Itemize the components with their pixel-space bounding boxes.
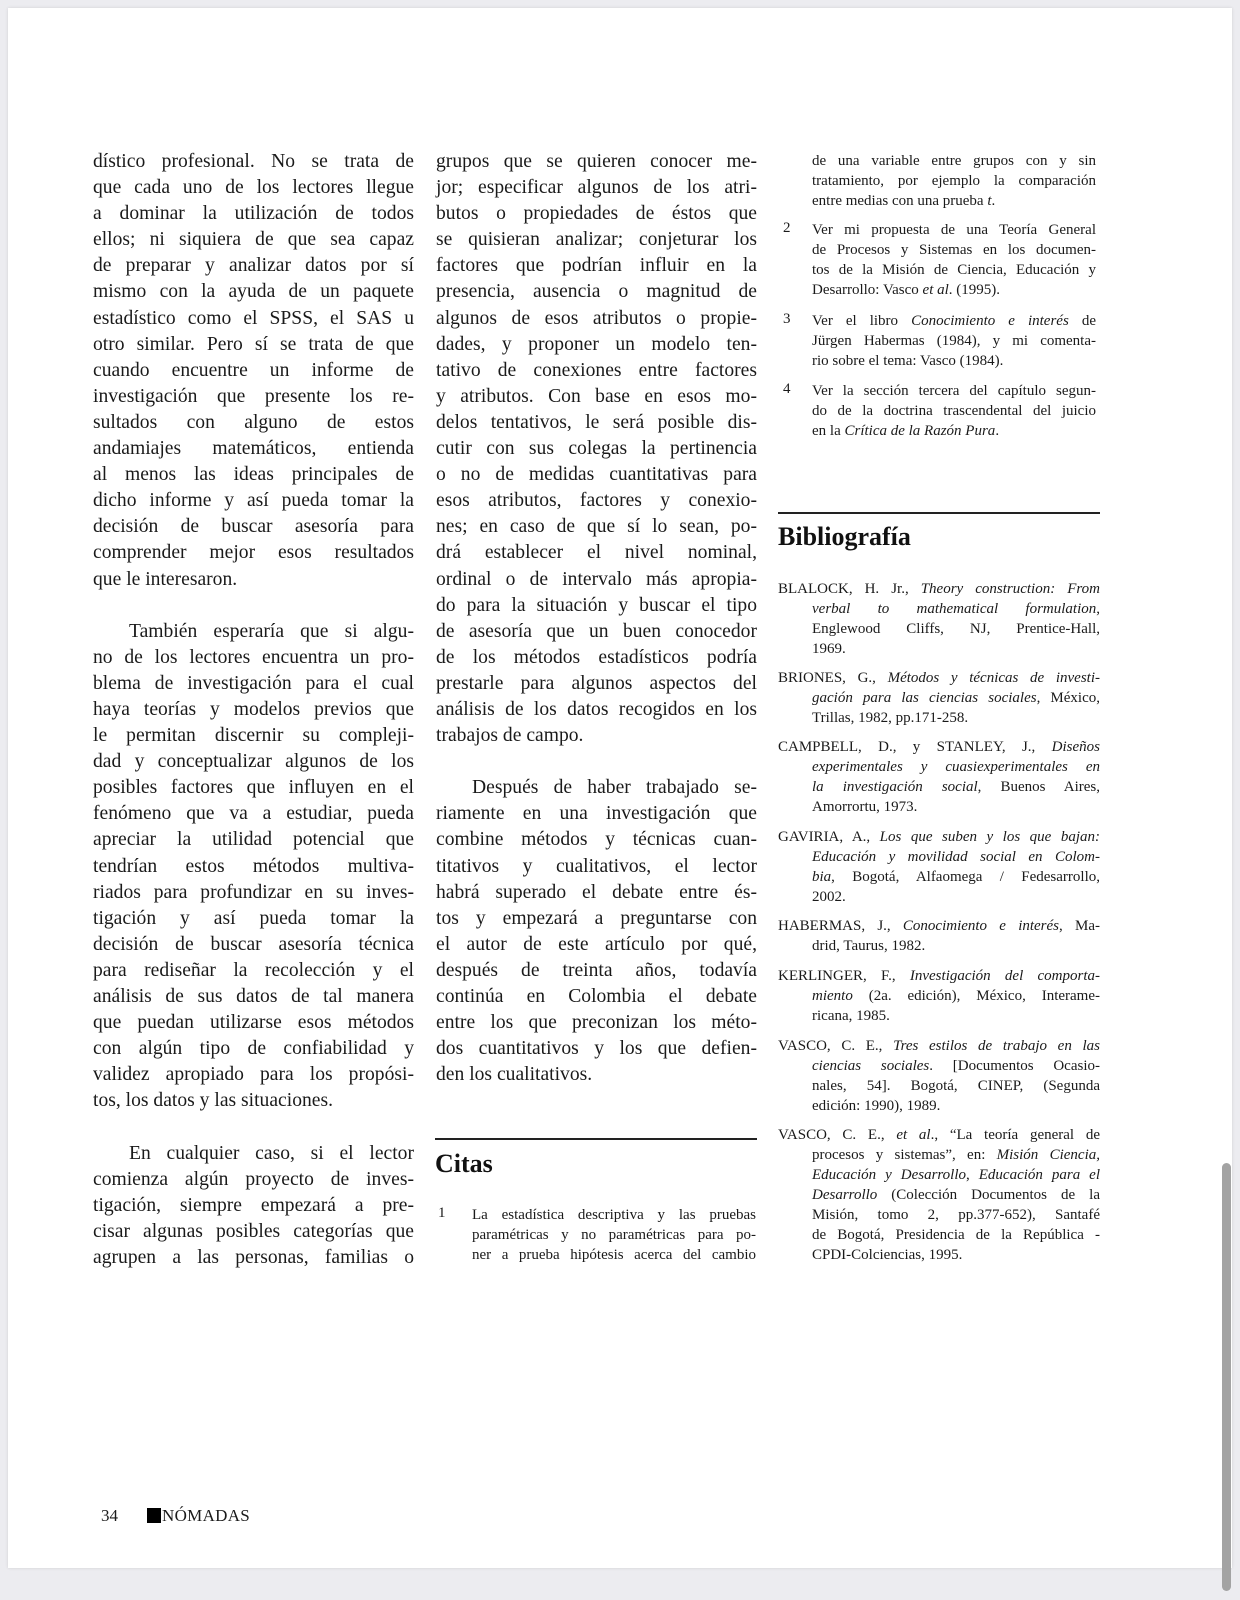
footnote-text xyxy=(472,1205,756,1265)
text-line: análisis de sus datos de tal manera xyxy=(93,986,414,1007)
footnote-line: de una variable entre grupos con y sin xyxy=(812,153,1096,169)
text-line: prestarle para algunos aspectos del xyxy=(436,672,757,694)
text-line: apreciar la utilidad potencial que xyxy=(93,829,414,851)
bib-line: BRIONES, G., Métodos y técnicas de investi- xyxy=(778,670,1100,686)
bib-line: Misión, tomo 2, pp.377-652), Santafé xyxy=(812,1207,1100,1223)
bib-line: Desarrollo (Colección Documentos de la xyxy=(812,1187,1100,1203)
bib-line: BLALOCK, H. Jr., Theory construction: From xyxy=(778,581,1101,597)
bib-line: VASCO, C. E., et al., “La teoría general de xyxy=(778,1127,1100,1143)
bib-line: experimentales y cuasiexperimentales en xyxy=(812,759,1100,775)
footnote-line: en la Crítica de la Razón Pura. xyxy=(812,423,1000,439)
footnote-text xyxy=(812,151,1096,211)
bibliography-entry xyxy=(778,827,1100,907)
text-line: dad y conceptualizar algunos de los xyxy=(93,751,414,773)
bib-line: ricana, 1985. xyxy=(812,1008,890,1024)
text-line: para rediseñar la recolección y el xyxy=(93,959,414,981)
text-line: riamente en una investigación que xyxy=(436,803,757,825)
text-line: cisar algunas posibles categorías que xyxy=(93,1220,414,1242)
paragraph-gap xyxy=(93,1114,414,1140)
text-line: delos tentativos, le será posible dis- xyxy=(436,411,757,433)
bib-line: nales, 54]. Bogotá, CINEP, (Segunda xyxy=(812,1078,1100,1094)
section-heading-citas: Citas xyxy=(435,1149,493,1178)
section-rule-bibliografia xyxy=(778,512,1100,514)
text-line: de los métodos estadísticos podría xyxy=(436,646,757,668)
footnote-number: 4 xyxy=(783,381,791,397)
bib-line: Englewood Cliffs, NJ, Prentice-Hall, xyxy=(812,621,1100,637)
footnote-line: Jürgen Habermas (1984), y mi comenta- xyxy=(812,333,1096,349)
footnote-1-continued xyxy=(778,151,1098,211)
bib-line: la investigación social, Buenos Aires, xyxy=(812,779,1100,795)
text-line: de asesoría que un buen conocedor xyxy=(436,620,757,642)
text-line: den los cualitativos. xyxy=(436,1064,593,1086)
text-line: presencia, ausencia o magnitud de xyxy=(436,281,757,303)
text-line: haya teorías y modelos previos que xyxy=(93,698,414,720)
bibliography-entry xyxy=(778,668,1100,728)
text-line: factores que podrían influir en la xyxy=(436,255,757,277)
text-line: habrá superado el debate entre és- xyxy=(436,881,757,903)
text-line: esos atributos, factores y conexio- xyxy=(436,490,757,512)
text-line: do para la situación y buscar el tipo xyxy=(436,594,757,616)
text-line: cutir con sus colegas la pertinencia xyxy=(436,438,757,460)
footnote-number: 1 xyxy=(438,1205,446,1221)
footnote-line: tratamiento, por ejemplo la comparación xyxy=(812,173,1096,189)
bib-line: HABERMAS, J., Conocimiento e interés, Ma- xyxy=(778,918,1100,934)
text-line: butos o propiedades de éstos que xyxy=(436,203,757,225)
bibliography-entry xyxy=(778,916,1100,956)
text-line: dístico profesional. No se trata de xyxy=(93,151,414,172)
bib-line: de Bogotá, Presidencia de la República - xyxy=(812,1227,1100,1243)
bib-line: Educación y Desarrollo, Educación para el xyxy=(812,1167,1100,1183)
bib-line: ciencias sociales. [Documentos Ocasio- xyxy=(812,1058,1100,1074)
footnote-line: Ver la sección tercera del capítulo segun- xyxy=(812,383,1096,399)
text-line: a dominar la utilización de todos xyxy=(93,203,414,225)
footnote-line: entre medias con una prueba t. xyxy=(812,193,996,209)
bib-line: CPDI-Colciencias, 1995. xyxy=(812,1247,963,1263)
journal-square-mark-icon xyxy=(147,1508,161,1523)
text-line: nes; en caso de que sí lo sean, po- xyxy=(436,516,757,538)
footnote-1 xyxy=(438,1205,758,1265)
bib-line: procesos y sistemas”, en: Misión Ciencia, xyxy=(812,1147,1100,1163)
text-line: Después de haber trabajado se- xyxy=(472,777,757,799)
text-line: ordinal o de intervalo más apropia- xyxy=(436,568,757,590)
text-line: tendrían estos métodos multiva- xyxy=(93,855,414,877)
text-line: análisis de los datos recogidos en los xyxy=(436,698,757,720)
text-line: dades, y proponer un modelo ten- xyxy=(436,333,757,355)
body-column-2 xyxy=(436,149,757,1088)
text-line: comienza algún proyecto de inves- xyxy=(93,1168,414,1190)
text-line: sultados con alguno de estos xyxy=(93,411,414,433)
text-line: entre los que preconizan los méto- xyxy=(436,1012,757,1034)
text-line: al menos las ideas principales de xyxy=(93,464,414,486)
footnote-line: de Procesos y Sistemas en los documen- xyxy=(812,242,1096,258)
document-page xyxy=(8,8,1232,1568)
text-line: dos cuantitativos y los que defien- xyxy=(436,1038,757,1060)
text-line: que le interesaron. xyxy=(93,568,238,590)
text-line: riados para profundizar en su inves- xyxy=(93,881,414,903)
footnote-text xyxy=(812,220,1096,300)
text-line: dicho informe y así pueda tomar la xyxy=(93,490,414,512)
text-line: estadístico como el SPSS, el SAS u xyxy=(93,307,414,329)
footnote-text xyxy=(812,311,1096,371)
footnote-line: rio sobre el tema: Vasco (1984). xyxy=(812,353,1004,369)
footnote-number: 3 xyxy=(783,311,791,327)
text-line: posibles factores que influyen en el xyxy=(93,777,414,799)
footnote-number: 2 xyxy=(783,220,791,236)
text-line: que cada uno de los lectores llegue xyxy=(93,177,414,199)
bibliography-entry xyxy=(778,966,1100,1026)
bib-line: Trillas, 1982, pp.171-258. xyxy=(812,710,969,726)
text-line: tos y empezará a preguntarse con xyxy=(436,907,757,929)
section-rule-citas xyxy=(435,1138,757,1140)
text-line: y atributos. Con base en esos mo- xyxy=(436,385,757,407)
bib-line: CAMPBELL, D., y STANLEY, J., Diseños xyxy=(778,739,1100,755)
bib-line: 2002. xyxy=(812,889,846,905)
bib-line: drid, Taurus, 1982. xyxy=(812,938,926,954)
text-line: tigación y así pueda tomar la xyxy=(93,907,414,929)
text-line: jor; especificar algunos de los atri- xyxy=(436,177,757,199)
text-line: comprender mejor esos resultados xyxy=(93,542,414,564)
text-line: fenómeno que va a estudiar, pueda xyxy=(93,803,414,825)
text-line: andamiajes matemáticos, entienda xyxy=(93,438,414,460)
text-line: validez apropiado para los propósi- xyxy=(93,1064,414,1086)
bib-line: edición: 1990), 1989. xyxy=(812,1098,941,1114)
bibliography-entry xyxy=(778,737,1100,817)
footnote-line: Desarrollo: Vasco et al. (1995). xyxy=(812,282,1001,298)
text-line: o no de medidas cuantitativas para xyxy=(436,464,757,486)
text-line: tativo de conexiones entre factores xyxy=(436,359,757,381)
text-line: cuando encuentre un informe de xyxy=(93,359,414,381)
bib-line: 1969. xyxy=(812,641,846,657)
text-line: drá establecer el nivel nominal, xyxy=(436,542,757,564)
journal-name: NÓMADAS xyxy=(162,1506,251,1525)
text-line: investigación que presente los re- xyxy=(93,385,414,407)
bib-line: KERLINGER, F., Investigación del comporta- xyxy=(778,968,1100,984)
text-line: otro similar. Pero sí se trata de que xyxy=(93,333,414,355)
text-line: de preparar y analizar datos por sí xyxy=(93,255,414,277)
bibliography-entry xyxy=(778,1036,1100,1116)
footnote-line: Ver el libro Conocimiento e interés de xyxy=(812,313,1097,329)
text-line: tigación, siempre empezará a pre- xyxy=(93,1194,414,1216)
text-line: decisión de buscar asesoría técnica xyxy=(93,933,414,955)
text-line: ellos; ni siquiera de que sea capaz xyxy=(93,229,414,251)
text-line: blema de investigación para el cual xyxy=(93,672,414,694)
text-line: después de treinta años, todavía xyxy=(436,959,757,981)
text-line: combine métodos y técnicas cuan- xyxy=(436,829,757,851)
text-line: con algún tipo de confiabilidad y xyxy=(93,1038,414,1060)
footnote-text xyxy=(812,381,1096,441)
text-line: algunos de esos atributos o propie- xyxy=(436,307,757,329)
text-line: También esperaría que si algu- xyxy=(129,620,414,642)
bib-line: miento (2a. edición), México, Interame- xyxy=(812,988,1100,1004)
bib-line: Educación y movilidad social en Colom- xyxy=(812,849,1100,865)
text-line: el autor de este artículo por qué, xyxy=(436,933,757,955)
footnote-line: paramétricas y no paramétricas para po- xyxy=(472,1227,756,1243)
body-column-1 xyxy=(93,149,414,1271)
footnote-line: do de la doctrina trascendental del juicio xyxy=(812,403,1096,419)
bibliography-entry xyxy=(778,1125,1100,1265)
footnote-line: ner a prueba hipótesis acerca del cambio xyxy=(472,1247,756,1263)
text-line: le permitan discernir su compleji- xyxy=(93,725,414,747)
text-line: En cualquier caso, si el lector xyxy=(129,1142,414,1164)
text-line: grupos que se quieren conocer me- xyxy=(436,151,757,172)
text-line: mismo con la ayuda de un paquete xyxy=(93,281,414,303)
scrollbar-thumb[interactable] xyxy=(1222,1163,1231,1591)
paragraph-gap xyxy=(436,749,757,775)
text-line: trabajos de campo. xyxy=(436,725,584,747)
text-line: continúa en Colombia el debate xyxy=(436,986,757,1007)
text-line: agrupen a las personas, familias o xyxy=(93,1246,414,1268)
footnote-3 xyxy=(783,311,1103,371)
bib-line: verbal to mathematical formulation, xyxy=(812,601,1100,617)
text-line: se quisieran analizar; conjeturar los xyxy=(436,229,757,251)
footnote-2 xyxy=(783,220,1103,300)
footnote-line: La estadística descriptiva y las pruebas xyxy=(472,1207,756,1223)
text-line: que puedan utilizarse esos métodos xyxy=(93,1012,414,1034)
section-heading-bibliografia: Bibliografía xyxy=(778,522,911,551)
bib-line: Amorrortu, 1973. xyxy=(812,799,918,815)
bib-line: gación para las ciencias sociales, México, xyxy=(812,690,1101,706)
footnote-line: tos de la Misión de Ciencia, Educación y xyxy=(812,262,1096,278)
bib-line: bia, Bogotá, Alfaomega / Fedesarrollo, xyxy=(812,869,1100,885)
text-line: no de los lectores encuentra un pro- xyxy=(93,646,414,668)
page-number: 34 xyxy=(101,1506,118,1525)
text-line: decisión de buscar asesoría para xyxy=(93,516,414,538)
footnote-4 xyxy=(783,381,1103,441)
bib-line: GAVIRIA, A., Los que suben y los que bajan: xyxy=(778,829,1100,845)
bibliography-entry xyxy=(778,579,1100,659)
bib-line: VASCO, C. E., Tres estilos de trabajo en las xyxy=(778,1038,1100,1054)
footnote-line: Ver mi propuesta de una Teoría General xyxy=(812,222,1096,238)
paragraph-gap xyxy=(93,593,414,619)
text-line: titativos y cualitativos, el lector xyxy=(436,855,757,877)
text-line: tos, los datos y las situaciones. xyxy=(93,1090,334,1112)
